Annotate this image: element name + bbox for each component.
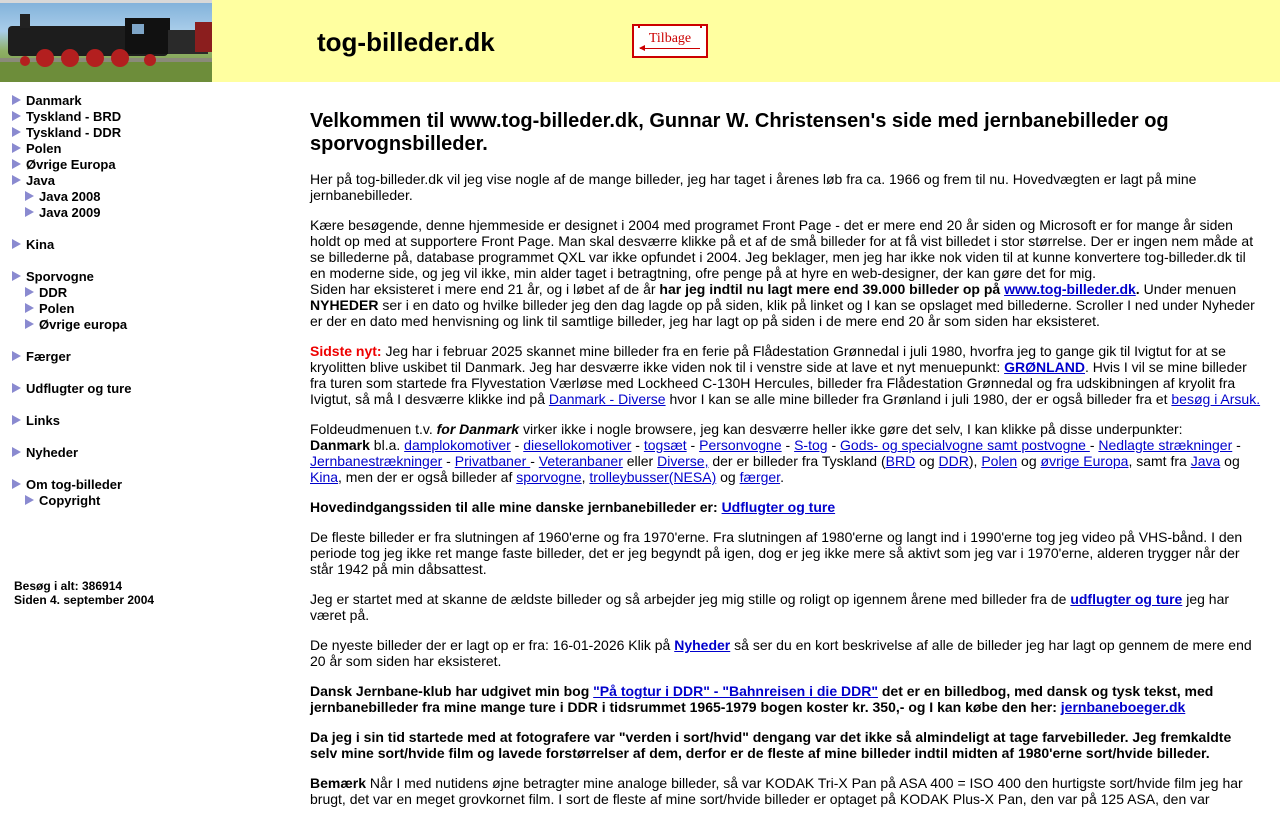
book-paragraph <box>310 683 1262 715</box>
text: - <box>781 437 795 453</box>
triangle-bullet-icon <box>25 303 34 313</box>
link-faerger[interactable]: færger <box>739 469 781 485</box>
text: eller <box>622 453 658 469</box>
header-bar <box>0 0 1280 82</box>
triangle-bullet-icon <box>25 319 34 329</box>
nav-label: Java <box>26 173 55 188</box>
text: - <box>1232 437 1241 453</box>
text: De nyeste billeder der er lagt op er fra: 16-01-2026 Klik på <box>310 637 675 653</box>
gronland-link[interactable]: GRØNLAND <box>1004 359 1085 375</box>
text: hvor I kan se alle mine billeder fra Grønland i juli 1980, der er også billeder fra et <box>665 391 1172 407</box>
text: så ser du en kort beskrivelse af alle de billeder jeg har lagt op gennem de mere end 20 år som siden har eksisteret. <box>310 637 1252 669</box>
tick-mark-left <box>638 24 640 28</box>
text: Jeg er startet med at skanne de ældste billeder og så arbejder jeg mig stille og roligt op igennem årene med billeder fra de <box>310 591 1071 607</box>
text: Siden har eksisteret i mere end 21 år, og i løbet af de år <box>310 281 660 297</box>
nav-label: Tyskland - DDR <box>26 125 122 140</box>
locomotive-logo[interactable] <box>0 0 212 82</box>
text: , men der er også billeder af <box>338 469 517 485</box>
triangle-bullet-icon <box>12 175 21 185</box>
nav-label: Øvrige Europa <box>26 157 116 172</box>
text: - <box>631 437 644 453</box>
left-arrow-icon <box>640 48 700 49</box>
back-button-label: Tilbage <box>648 31 692 46</box>
nav-label: Polen <box>39 301 75 316</box>
link-diesellokomotiver[interactable]: diesellokomotiver <box>523 437 632 453</box>
triangle-bullet-icon <box>12 127 21 137</box>
text: - <box>530 453 539 469</box>
nav-label: Nyheder <box>26 445 79 460</box>
since-date: Siden 4. september 2004 <box>14 593 155 607</box>
text: . <box>780 469 784 485</box>
link-oevrige-europa[interactable]: øvrige Europa <box>1040 453 1129 469</box>
steam-locomotive-image <box>0 0 212 82</box>
page-title: Velkommen til www.tog-billeder.dk, Gunnar W. Christensen's side med jernbanebilleder og sporvognsbilleder. <box>310 110 1169 155</box>
link-s-tog[interactable]: S-tog <box>794 437 828 453</box>
triangle-bullet-icon <box>12 351 21 361</box>
text-bold: Bemærk <box>310 775 367 791</box>
text: bl.a. <box>369 437 405 453</box>
link-kina[interactable]: Kina <box>310 469 339 485</box>
link-polen[interactable]: Polen <box>981 453 1018 469</box>
latest-news-paragraph <box>310 343 1262 407</box>
triangle-bullet-icon <box>12 111 21 121</box>
link-nedlagte[interactable]: Nedlagte strækninger <box>1098 437 1233 453</box>
bw-paragraph: Da jeg i sin tid startede med at fotografere var "verden i sort/hvid" dengang var det ikke så almindeligt at tage farvebilleder. Jeg fremkaldte selv mine sort/hvide film og lavede forstørrelser af dem, derfor er de fleste af mine billeder indtil midten af 1980'erne sort/hvide billeder. <box>310 729 1232 761</box>
text: - <box>686 437 700 453</box>
nav-label: Copyright <box>39 493 101 508</box>
text: ), <box>968 453 982 469</box>
link-damplokomotiver[interactable]: damplokomotiver <box>404 437 511 453</box>
tick-mark-right <box>700 24 702 28</box>
text-bold: har jeg indtil nu lagt mere end 39.000 billeder op på <box>659 281 1001 297</box>
triangle-bullet-icon <box>12 383 21 393</box>
text-bold: Dansk Jernbane-klub har udgivet min bog <box>310 683 594 699</box>
link-veteranbaner[interactable]: Veteranbaner <box>538 453 623 469</box>
text: og <box>1017 453 1041 469</box>
triangle-bullet-icon <box>25 191 34 201</box>
back-button[interactable] <box>632 24 708 58</box>
nyheder-link[interactable]: Nyheder <box>674 637 731 653</box>
text-bold: det er en billedbog, med dansk og tysk tekst, med jernbanebilleder fra mine mange ture i DDR i tidsrummet 1965-1979 bogen koster kr. 350,- og I kan købe den her: <box>310 683 1214 715</box>
nav-label: Java 2008 <box>39 189 101 204</box>
text: - <box>510 437 524 453</box>
link-jernbanestraekninger[interactable]: Jernbanestrækninger <box>310 453 443 469</box>
text: Jeg har i februar 2025 skannet mine billeder fra en ferie på Flådestation Grønnedal i juli 1980, hvorfra jeg to gange gik til Ivigtut for at se kryolitten blive uskibet til Danmark. Jeg har desværre ikke viden nok til i venstre side at lave et nyt menuepunkt: <box>310 343 1226 375</box>
arsuk-link[interactable]: besøg i Arsuk. <box>1171 391 1261 407</box>
text: virker ikke i nogle browsere, jeg kan desværre heller ikke gøre det selv, I kan klikke på disse underpunkter: <box>519 421 1183 437</box>
sidebar <box>0 82 300 800</box>
text: jeg har været på. <box>310 591 1230 623</box>
nav-label: DDR <box>39 285 68 300</box>
nav-label: Øvrige europa <box>39 317 128 332</box>
udflugter-link[interactable]: Udflugter og ture <box>721 499 836 515</box>
triangle-bullet-icon <box>25 287 34 297</box>
jernbaneboeger-link[interactable]: jernbaneboeger.dk <box>1060 699 1186 715</box>
main-entry-paragraph <box>310 499 1262 515</box>
text-bold-italic: for Danmark <box>436 421 520 437</box>
nav-label: Java 2009 <box>39 205 101 220</box>
text-bold: Danmark <box>310 437 370 453</box>
triangle-bullet-icon <box>12 271 21 281</box>
intro-paragraph: Her på tog-billeder.dk vil jeg vise nogle af de mange billeder, jeg har taget i årenes løb fra ca. 1966 og frem til nu. Hovedvægten er lagt på mine jernbanebilleder. <box>310 171 1197 203</box>
text-bold: . <box>1135 281 1144 297</box>
triangle-bullet-icon <box>25 495 34 505</box>
site-title: tog-billeder.dk <box>317 27 495 57</box>
triangle-bullet-icon <box>12 447 21 457</box>
link-diverse[interactable]: Diverse, <box>657 453 709 469</box>
latest-news-label: Sidste nyt: <box>310 343 382 359</box>
text: - <box>1089 437 1099 453</box>
text: , samt fra <box>1128 453 1191 469</box>
era-paragraph: De fleste billeder er fra slutningen af 1960'erne og fra 1970'erne. Fra slutningen af 1980'erne og langt ind i 1990'erne tog jeg video på VHS-bånd. I den periode tog jeg ikke ret mange faste billeder, det er jeg begyndt på igen, dog er jeg ikke mere så aktivt som jeg var i 1970'erne, alderen trygger når der står 1942 på min dåbsattest. <box>310 529 1243 577</box>
link-brd[interactable]: BRD <box>885 453 916 469</box>
text: der er billeder fra Tyskland ( <box>708 453 886 469</box>
text: Foldeudmenuen t.v. <box>310 421 437 437</box>
note-paragraph <box>310 775 1262 807</box>
triangle-bullet-icon <box>12 415 21 425</box>
text: - <box>442 453 455 469</box>
link-ddr[interactable]: DDR <box>938 453 969 469</box>
history-paragraph <box>310 281 1262 329</box>
link-trolleybusser[interactable]: trolleybusser(NESA) <box>589 469 717 485</box>
text-bold: Hovedindgangssiden til alle mine danske jernbanebilleder er: <box>310 499 722 515</box>
scanning-paragraph <box>310 591 1262 623</box>
nav-label: Sporvogne <box>26 269 94 284</box>
triangle-bullet-icon <box>12 159 21 169</box>
design-note-paragraph: Kære besøgende, denne hjemmeside er designet i 2004 med programet Front Page - det er mere end 20 år siden og Microsoft er for mange år siden holdt op med at supportere Front Page. Man skal desværre klikke på et af de små billeder for at få vist billedet i stor størrelse. Der er ingen nem måde at se billederne på, database programmet QXL var ikke opfundet i 2004. Jeg beklager, men jeg har ikke nok viden til at kunne konvertere tog-billeder.dk til en moderne side, og jeg vil ikke, min alder taget i betragtning, ofre penge på at hyre en web-designer, der kan gøre det for mig. <box>310 217 1254 281</box>
nav-label: Tyskland - BRD <box>26 109 122 124</box>
link-java[interactable]: Java <box>1190 453 1221 469</box>
udflugter-link-2[interactable]: udflugter og ture <box>1070 591 1183 607</box>
main-content <box>310 110 1262 821</box>
triangle-bullet-icon <box>12 143 21 153</box>
danmark-diverse-link[interactable]: Danmark - Diverse <box>548 391 666 407</box>
nav-label: Polen <box>26 141 62 156</box>
text-bold: NYHEDER <box>310 297 379 313</box>
nav-label: Danmark <box>26 93 82 108</box>
text: Når I med nutidens øjne betragter mine analoge billeder, så var KODAK Tri-X Pan på ASA 400 = ISO 400 den hurtigste sort/hvide film jeg har brugt, det var en meget grovkornet film. I sort de fleste af mine sort/hvide billeder er optaget på KODAK Plus-X Pan, den var på 125 ASA, den var <box>310 775 1243 807</box>
visit-counter <box>14 579 154 607</box>
text: og <box>915 453 939 469</box>
nav-label: Udflugter og ture <box>26 381 132 396</box>
triangle-bullet-icon <box>12 95 21 105</box>
link-personvogne[interactable]: Personvogne <box>699 437 782 453</box>
book-link[interactable]: "På togtur i DDR" - "Bahnreisen i die DDR" <box>593 683 878 699</box>
site-link[interactable]: www.tog-billeder.dk <box>1004 281 1136 297</box>
newest-paragraph <box>310 637 1262 669</box>
text: og <box>716 469 740 485</box>
link-privatbaner[interactable]: Privatbaner <box>454 453 531 469</box>
link-sporvogne[interactable]: sporvogne <box>516 469 582 485</box>
text: , <box>581 469 590 485</box>
triangle-bullet-icon <box>25 207 34 217</box>
text: ser i en dato og hvilke billeder jeg den dag lagde op på siden, klik på linket og I kan se opslaget med billederne. Scroller I ned under Nyheder er der en dato med henvisning og link til samtlige billeder, jeg har lagt op på siden i de mere end 20 år som siden har eksisteret. <box>310 297 1255 329</box>
link-togsaet[interactable]: togsæt <box>643 437 687 453</box>
triangle-bullet-icon <box>12 239 21 249</box>
text: . Hvis I vil se mine billeder fra turen som startede fra Flyvestation Værløse med Lockheed C-130H Hercules, billeder fra Flådestation Grønnedal og fra udskibningen af kryolit fra Ivigtut, så må I desværre klikke ind på <box>310 359 1247 407</box>
nav-label: Kina <box>26 237 55 252</box>
visit-count: Besøg i alt: 386914 <box>14 579 123 593</box>
text: og <box>1220 453 1240 469</box>
nav-label: Om tog-billeder <box>26 477 123 492</box>
link-gods-vogne[interactable]: Gods- og specialvogne samt postvogne <box>840 437 1090 453</box>
nav-label: Links <box>26 413 60 428</box>
nav-label: Færger <box>26 349 71 364</box>
menu-note-paragraph <box>310 421 1262 485</box>
text: Under menuen <box>1143 281 1237 297</box>
text: - <box>827 437 841 453</box>
triangle-bullet-icon <box>12 479 21 489</box>
